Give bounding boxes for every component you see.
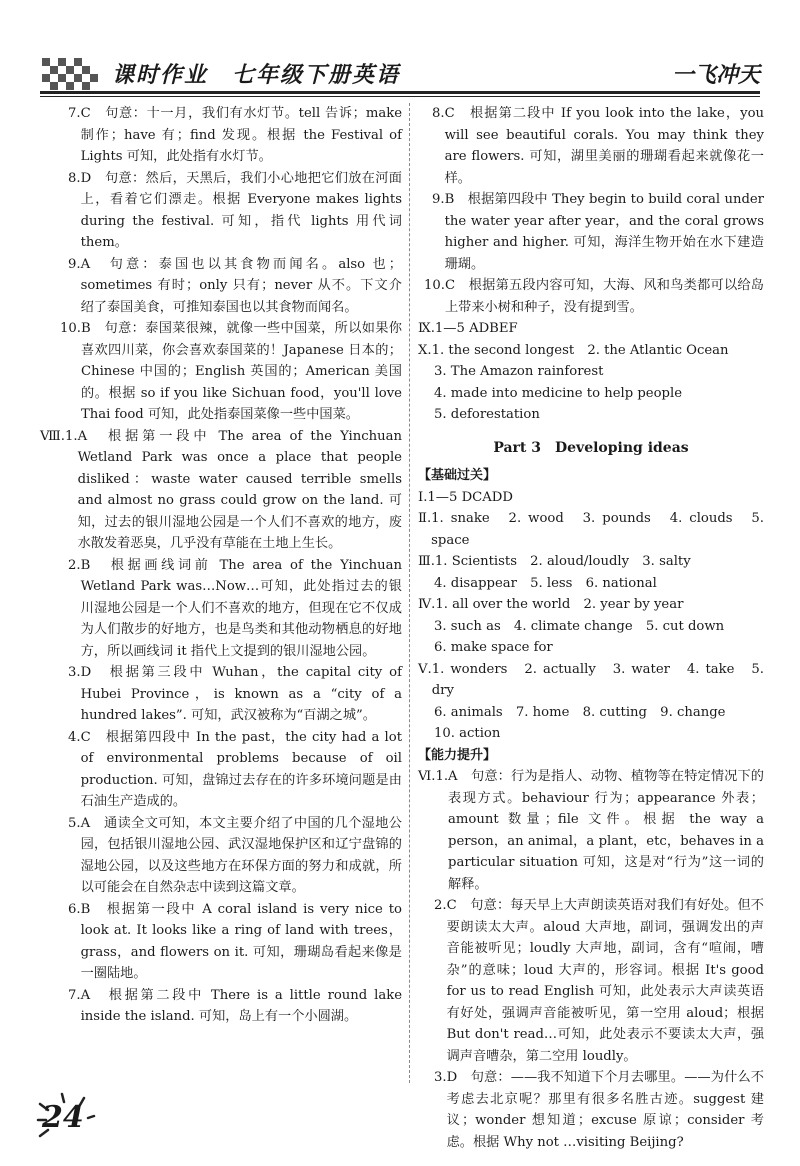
entry-number: 7.	[68, 106, 81, 121]
entry-text: C 句意：十一月，我们有水灯节。tell 告诉；make 制作；have 有；find 发现。根据 the Festival of Lights 可知，此处指有水灯节。	[80, 106, 402, 164]
answer-entry	[40, 426, 402, 555]
entry-text: 6. animals 7. home 8. cutting 9. change	[434, 704, 726, 720]
left-column	[40, 103, 402, 1028]
header-divider	[40, 91, 760, 94]
entry-number: 9.	[68, 256, 81, 272]
entry-text: B 根据第四段中 They begin to build coral under the water year after year，and the coral grows higher and higher. 可知，海洋生物开始在水下建造珊瑚。	[444, 192, 764, 272]
answer-entry	[418, 340, 764, 362]
entry-text: 1. Scientists 2. aloud/loudly 3. salty	[434, 554, 691, 569]
entry-number: Ⅵ.1.	[418, 769, 449, 784]
ability-section-tag: 【能力提升】	[418, 747, 497, 763]
answer-entry	[418, 318, 764, 340]
entry-text: D 根据第三段中 Wuhan，the capital city of Hubei Province，is known as a “city of a hundred lakes”. 可知，武汉被称为“百湖之城”。	[80, 665, 402, 723]
entry-number: Ⅱ.	[418, 511, 432, 526]
answer-entry	[40, 899, 402, 985]
answer-entry	[418, 551, 764, 573]
answer-entry	[40, 254, 402, 319]
answer-entry	[418, 659, 764, 702]
entry-number: Ⅲ.	[418, 554, 435, 569]
answer-entry	[418, 383, 764, 405]
entry-text: C 根据第四段中 In the past，the city had a lot of environmental problems because of oil production. 可知，盘锦过去存在的许多环境问题是由石油生产造成的。	[80, 729, 402, 809]
entry-number: 3.	[68, 665, 81, 680]
answer-entry	[418, 616, 764, 638]
entry-text: 1. all over the world 2. year by year	[435, 597, 684, 612]
answer-entry	[40, 985, 402, 1028]
answer-entry	[418, 404, 764, 426]
answer-entry	[418, 361, 764, 383]
entry-text: D 句意：——我不知道下个月去哪里。——为什么不考虑去北京呢？那里有很多名胜古迹。suggest 建议；wonder 想知道；excuse 原谅；consider 考虑。根据 Why not …visiting Beijing?	[446, 1070, 764, 1150]
entry-text: 3. The Amazon rainforest	[434, 364, 604, 379]
entry-text: 1—5 DCADD	[427, 489, 513, 505]
entry-text: C 根据第二段中 If you look into the lake，you will see beautiful corals. You may think they are flowers. 可知，湖里美丽的珊瑚看起来就像花一样。	[444, 106, 764, 186]
answer-entry	[40, 555, 402, 663]
entry-text: B 句意：泰国菜很辣，就像一些中国菜，所以如果你喜欢四川菜，你会喜欢泰国菜的！Japanese 日本的；Chinese 中国的；English 英国的；American 美国的。根据 so if you like Sichuan food，you'll love Thai food 可知，此处指泰国菜像一些中国菜。	[80, 321, 402, 422]
answer-entry	[418, 508, 764, 551]
answer-entry	[418, 189, 764, 275]
entry-text: D 句意：然后，天黑后，我们小心地把它们放在河面上，看着它们漂走。根据 Everyone makes lights during the festival. 可知，指代 lights 用代词 them。	[80, 170, 402, 250]
entry-text: 1. wonders 2. actually 3. water 4. take 5. dry	[431, 661, 764, 698]
answer-entry	[40, 727, 402, 813]
entry-number: Ⅷ.1.	[40, 428, 78, 444]
entry-text: B 根据画线词前 The area of the Yinchuan Wetland Park was…Now…可知，此处指过去的银川湿地公园是一个人们不喜欢的地方，但现在它不仅成为人们散步的好地方，也是鸟类和其他动物栖息的好地方，所以画线词 it 指代上文提到的银川湿地公园。	[80, 557, 402, 659]
answer-entry	[40, 662, 402, 727]
entry-number: 5.	[68, 815, 81, 831]
entry-number: Ⅸ.	[418, 321, 435, 336]
entry-text: C 根据第五段内容可知，大海、风和鸟类都可以给岛上带来小树和种子，没有提到雪。	[444, 278, 764, 315]
answer-entry	[418, 1067, 764, 1153]
entry-number: 2.	[68, 557, 81, 573]
entry-number: 2.	[434, 898, 447, 913]
series-logo-icon	[42, 58, 98, 92]
entry-number: 6.	[68, 901, 81, 917]
answer-entry	[418, 766, 764, 895]
answer-entry	[418, 702, 764, 724]
answer-entry	[418, 275, 764, 318]
entry-number: 4.	[68, 729, 81, 745]
entry-number: 9.	[432, 192, 445, 207]
answer-entry	[418, 573, 764, 595]
answer-entry	[40, 318, 402, 426]
answer-entry	[418, 637, 764, 659]
entry-number: Ⅳ.	[418, 597, 436, 612]
answer-entry	[418, 723, 764, 745]
series-title: 课时作业 七年级下册英语	[112, 63, 401, 88]
entry-text: 4. disappear 5. less 6. national	[434, 575, 657, 591]
entry-number: Ⅰ.	[418, 489, 428, 505]
entry-text: C 句意：每天早上大声朗读英语对我们有好处。但不要朗读太大声。aloud 大声地，副词，强调发出的声音能被听见；loudly 大声地，副词，含有“喧闹，嘈杂”的意味；loud 大声的，形容词。根据 It's good for us to read English 可知，此处表示大声读英语有好处，强调声音能被听见，第一空用 aloud；根据 But don't read…可知，此处表示不要读太大声，强调声音嘈杂，第二空用 loudly。	[446, 898, 764, 1064]
entry-number: Ⅴ.	[418, 661, 432, 677]
entry-number: 10.	[60, 321, 81, 336]
page-number: 24	[42, 1100, 84, 1135]
entry-text: 1. snake 2. wood 3. pounds 4. clouds 5. space	[431, 511, 764, 548]
entry-text: 3. such as 4. climate change 5. cut down	[434, 618, 725, 634]
answer-entry	[40, 813, 402, 899]
answer-entry	[418, 594, 764, 616]
entry-number: 7.	[68, 987, 81, 1003]
section-title: Part 3 Developing ideas	[493, 439, 689, 456]
entry-number: 3.	[434, 1070, 447, 1085]
entry-text: A 根据第二段中 There is a little round lake inside the island. 可知，岛上有一个小圆湖。	[80, 987, 402, 1024]
answer-entry	[40, 168, 402, 254]
answer-entry	[40, 103, 402, 168]
entry-text: B 根据第一段中 A coral island is very nice to look at. It looks like a ring of land with trees，grass，and flowers on it. 可知，珊瑚岛看起来像是一圈陆地。	[80, 901, 402, 981]
entry-text: A 根据第一段中 The area of the Yinchuan Wetland Park was once a place that people disliked：waste water caused terrible smells and almost no grass could grow on the land. 可知，过去的银川湿地公园是一个人们不喜欢的地方，废水散发着恶臭，几乎没有草能在土地上生长。	[77, 428, 402, 551]
answer-entry	[418, 895, 764, 1067]
header-divider-thin	[40, 96, 760, 97]
entry-text: 6. make space for	[434, 640, 553, 655]
entry-number: 8.	[68, 170, 81, 186]
column-divider	[409, 103, 410, 1083]
basic-section-tag: 【基础过关】	[418, 468, 497, 483]
entry-number: 10.	[424, 278, 445, 293]
entry-text: 4. made into medicine to help people	[434, 385, 683, 401]
right-column	[418, 103, 764, 1153]
entry-text: 5. deforestation	[434, 407, 540, 422]
entry-text: 1. the second longest 2. the Atlantic Ocean	[431, 342, 729, 358]
entry-text: 10. action	[434, 726, 501, 741]
entry-number: Ⅹ.	[418, 342, 432, 358]
page-header	[0, 0, 800, 100]
entry-text: A 通读全文可知，本文主要介绍了中国的几个湿地公园，包括银川湿地公园、武汉湿地保护区和辽宁盘锦的湿地公园，以及这些地方在环保方面的努力和成就，所以可能会在自然杂志中读到这篇文章。	[80, 815, 402, 895]
entry-text: A 句意：泰国也以其食物而闻名。also 也；sometimes 有时；only 只有；never 从不。下文介绍了泰国美食，可推知泰国也以其食物而闻名。	[80, 256, 402, 315]
brand-name: 一飞冲天	[671, 63, 760, 88]
entry-text: 1—5 ADBEF	[434, 321, 518, 336]
answer-entry	[418, 103, 764, 189]
entry-number: 8.	[432, 106, 445, 121]
entry-text: A 句意：行为是指人、动物、植物等在特定情况下的表现方式。behaviour 行为；appearance 外表；amount 数量；file 文件。根据 the way a person，an animal，a plant，etc，behaves in a particular situation 可知，这是对“行为”这一词的解释。	[448, 769, 764, 892]
answer-entry	[418, 487, 764, 509]
